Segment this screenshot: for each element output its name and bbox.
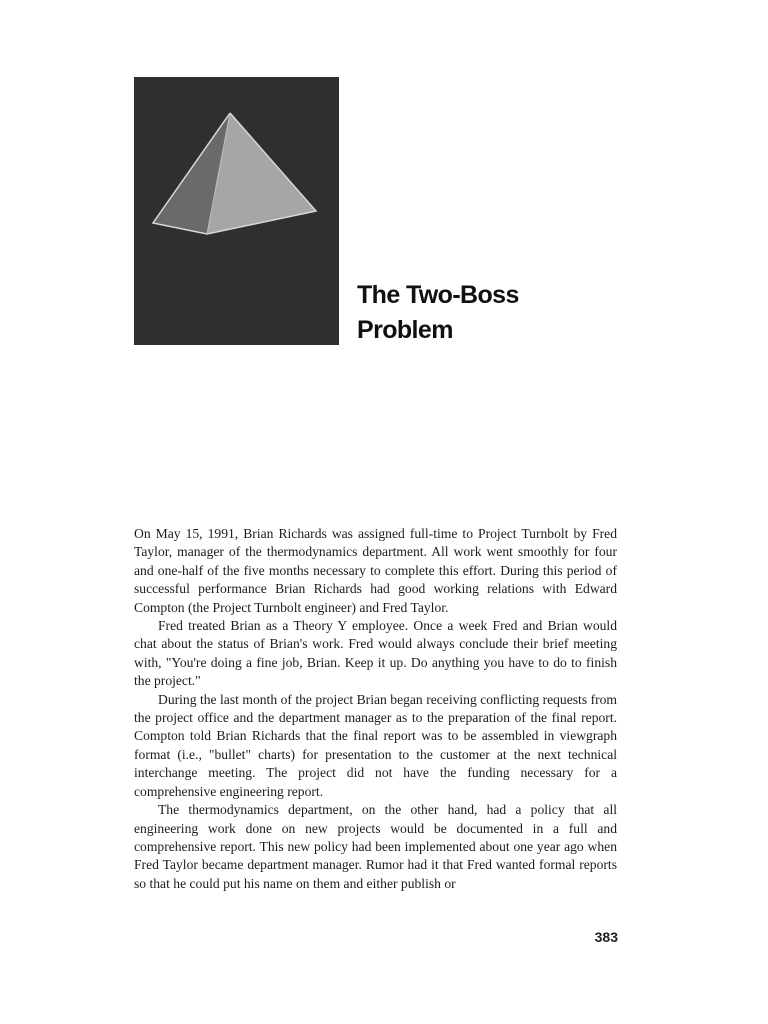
pyramid-illustration xyxy=(134,77,339,345)
paragraph: On May 15, 1991, Brian Richards was assigned full-time to Project Turnbolt by Fred Taylor, manager of the thermodynamics department. All work went smoothly for four and one-half of the five months necessary to complete this effort. During this period of successful performance Brian Richards had good working relations with Edward Compton (the Project Turnbolt engineer) and Fred Taylor. xyxy=(134,526,617,615)
chapter-title-line-2: Problem xyxy=(357,316,453,344)
chapter-title xyxy=(357,278,519,348)
page-number: 383 xyxy=(594,929,618,945)
pyramid-icon xyxy=(134,77,339,345)
paragraph: Fred treated Brian as a Theory Y employee. Once a week Fred and Brian would chat about the status of Brian's work. Fred would always conclude their brief meeting with, "You're doing a fine job, Brian. Keep it up. Do anything you have to do to finish the project." xyxy=(134,618,617,689)
paragraph: During the last month of the project Brian began receiving conflicting requests from the project office and the department manager as to the preparation of the final report. Compton told Brian Richards that the final report was to be assembled in viewgraph format (i.e., "bullet" charts) for presentation to the customer at the next technical interchange meeting. The project did not have the funding necessary for a comprehensive engineering report. xyxy=(134,691,617,799)
body-text xyxy=(134,525,617,893)
paragraph: The thermodynamics department, on the other hand, had a policy that all engineering work done on new projects would be documented in a full and comprehensive report. This new policy had been implemented about one year ago when Fred Taylor became department manager. Rumor had it that Fred wanted formal reports so that he could put his name on them and either publish or xyxy=(134,802,617,891)
chapter-title-line-1: The Two-Boss xyxy=(357,281,519,309)
